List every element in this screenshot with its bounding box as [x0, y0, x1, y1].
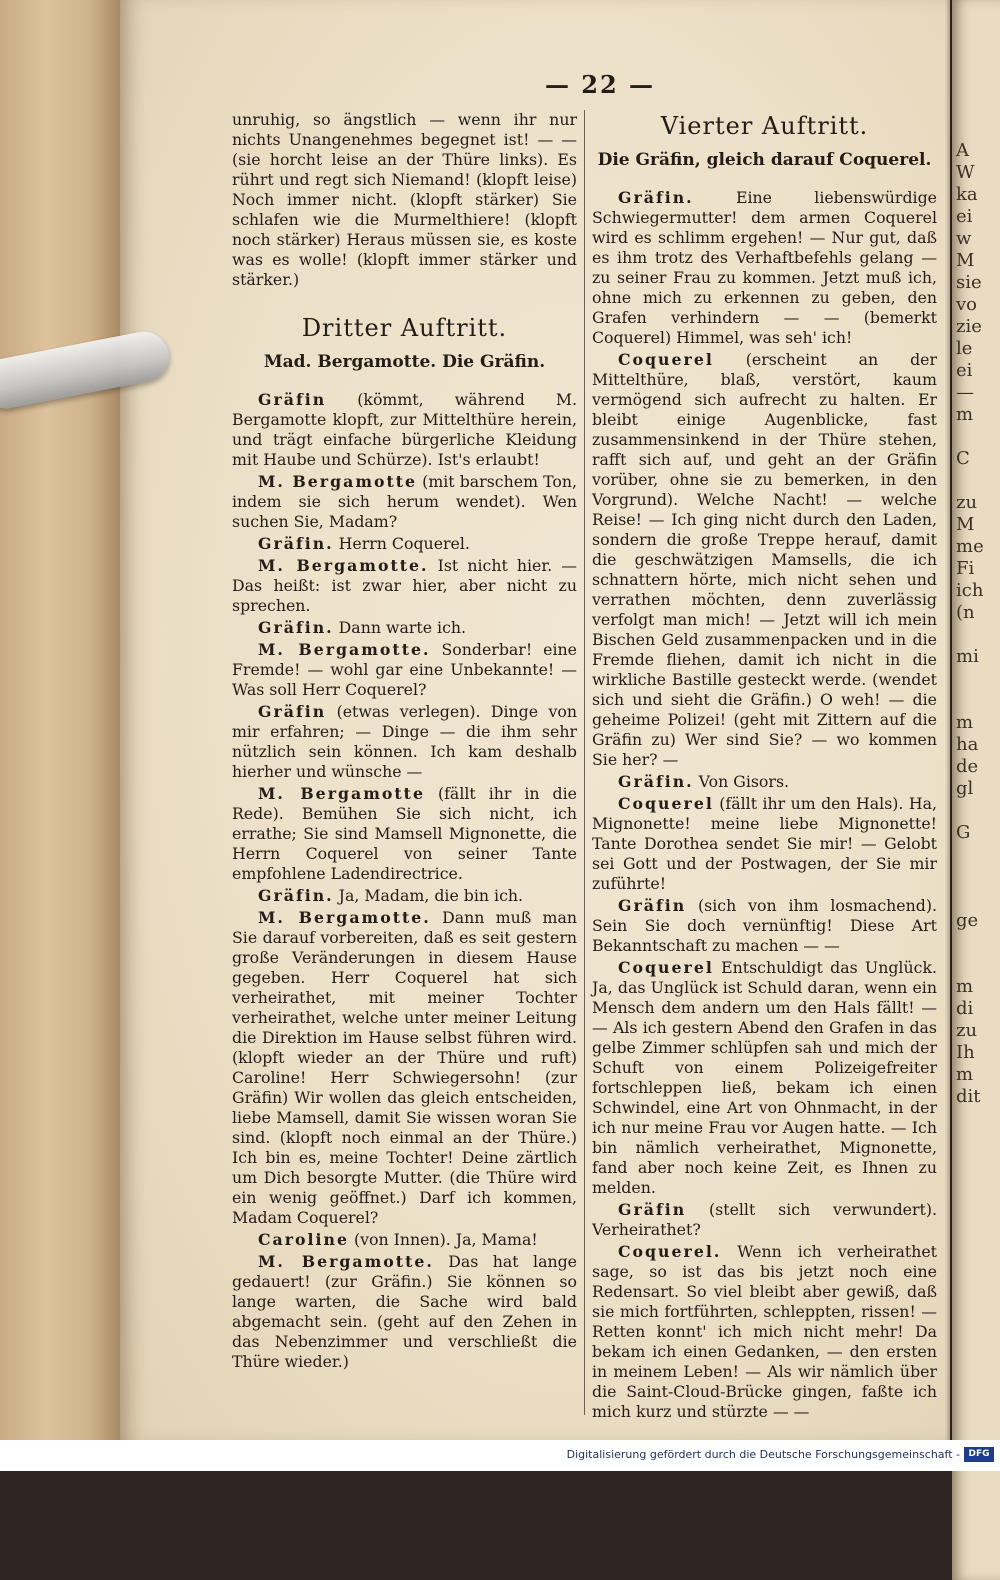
dialogue-line [232, 640, 577, 700]
dialogue-line [592, 1242, 937, 1422]
next-page-fragment: (n [956, 602, 975, 623]
dialogue-line [232, 556, 577, 616]
dialogue-line [232, 702, 577, 782]
next-page-fragment: W [956, 162, 975, 183]
dialogue-text: Ist nicht hier. — Das heißt: ist zwar hier, aber nicht zu sprechen. [232, 556, 577, 615]
next-page-fragment: m [956, 712, 974, 733]
next-page-fragment: C [956, 448, 970, 469]
dialogue-text: Von Gisors. [698, 772, 790, 791]
dfg-logo-icon: DFG [964, 1447, 994, 1462]
speaker-name: Caroline [258, 1230, 349, 1249]
dialogue-text: Ja, Madam, die bin ich. [338, 886, 524, 905]
next-page-fragment: me [956, 536, 984, 557]
next-page-fragment: ha [956, 734, 979, 755]
speaker-name: Gräfin [258, 702, 327, 721]
next-page-fragment: w [956, 228, 972, 249]
next-page-fragment: A [956, 140, 969, 161]
next-page-fragment: m [956, 976, 974, 997]
next-page-fragment [952, 800, 1000, 822]
next-page-fragment: sie [956, 272, 982, 293]
next-page-fragment [952, 624, 1000, 646]
speaker-name: Coquerel. [618, 1242, 722, 1261]
next-page-fragment [952, 954, 1000, 976]
dialogue-text: (etwas verlegen). Dinge von mir erfahren; — Dinge — die ihm sehr nützlich sein können. Ich kam deshalb hierher und wünsche — [232, 702, 577, 781]
footer-credit: Digitalisierung gefördert durch die Deutsche Forschungsgemeinschaft - [566, 1448, 960, 1461]
speaker-name: Gräfin. [258, 886, 334, 905]
speaker-name: M. Bergamotte. [258, 556, 429, 575]
next-page-fragment [952, 888, 1000, 910]
next-page-fragment: m [956, 1064, 974, 1085]
speaker-name: Gräfin. [258, 534, 334, 553]
next-page-fragment: Fi [956, 558, 975, 579]
next-page-fragment [952, 426, 1000, 448]
next-page-edge [952, 0, 1000, 1580]
dialogue-line [592, 794, 937, 894]
speaker-name: M. Bergamotte. [258, 1252, 434, 1271]
speaker-name: M. Bergamotte [258, 472, 418, 491]
next-page-fragment: Ih [956, 1042, 975, 1063]
cast-list: Mad. Bergamotte. Die Gräfin. [263, 352, 546, 372]
dialogue-line [592, 896, 937, 956]
dialogue-text: Das hat lange gedauert! (zur Gräfin.) Sie können so lange warten, die Sache wird bald abgemacht sein. (geht auf den Zehen in das Nebenzimmer und verschließt die Thüre wieder.) [232, 1252, 578, 1371]
dialogue-text: (sich von ihm losmachend). Sein Sie doch vernünftig! Diese Art Bekanntschaft zu machen — — [592, 896, 937, 955]
next-page-fragment [952, 668, 1000, 690]
dialogue-line [232, 618, 577, 638]
next-page-fragment: ei [956, 360, 973, 381]
speaker-name: M. Bergamotte. [258, 640, 431, 659]
dialogue-text: (mit barschem Ton, indem sie sich herum wendet). Wen suchen Sie, Madam? [232, 472, 577, 531]
dialogue-text: Entschuldigt das Unglück. Ja, das Unglück ist Schuld daran, wenn ein Mensch dem andern um den Hals fällt! — — Als ich gestern Abend den Grafen in das gelbe Zimmer schlüpfen sah und mich der Schuft von einem Polizeigefreiter fortschleppen ließ, bekam ich einen Schwindel, eine Art von Ohnmacht, in der ich nur meine Frau vor Augen hatte. — Ich bin nämlich verheirathet, Mignonette, fand aber noch keine Zeit, es Ihnen zu melden. [592, 958, 937, 1197]
next-page-fragment [952, 844, 1000, 866]
dialogue-line [232, 908, 577, 1228]
next-page-fragment: vo [956, 294, 978, 315]
dialogue-text: (fällt ihr um den Hals). Ha, Mignonette! meine liebe Mignonette! Tante Dorothea sendet Sie mir! — Gelobt sei Gott und der Postwagen, der Sie mir zuführte! [592, 794, 937, 893]
dialogue-line [232, 1230, 577, 1250]
speaker-name: Gräfin [618, 1200, 687, 1219]
speaker-name: M. Bergamotte [258, 784, 425, 803]
next-page-fragment: ka [956, 184, 978, 205]
footer-bar [0, 1440, 1000, 1471]
next-page-fragment: mi [956, 646, 979, 667]
speaker-name: Gräfin [618, 896, 687, 915]
dialogue-line [232, 886, 577, 906]
next-page-fragment: de [956, 756, 979, 777]
dialogue-text: (fällt ihr in die Rede). Bemühen Sie sich nicht, ich errathe; Sie sind Mamsell Mignonette, die Herrn Coquerel von seiner Tante empfohlene Ladendirectrice. [232, 784, 577, 883]
right-text-column [592, 110, 937, 1424]
speaker-name: Gräfin [258, 390, 327, 409]
dialogue-text: Sonderbar! eine Fremde! — wohl gar eine Unbekannte! — Was soll Herr Coquerel? [232, 640, 577, 699]
speaker-name: Gräfin. [258, 618, 334, 637]
next-page-fragment: M [956, 250, 975, 271]
next-page-fragment: zu [956, 492, 978, 513]
dialogue-line [592, 772, 937, 792]
scene-heading: Dritter Auftritt. [301, 314, 508, 342]
dialogue-text: Dann warte ich. [338, 618, 467, 637]
dialogue-line [592, 958, 937, 1198]
next-page-fragment: zu [956, 1020, 978, 1041]
speaker-name: Coquerel [618, 958, 714, 977]
dialogue-line [232, 472, 577, 532]
next-page-fragment: — [956, 382, 974, 403]
next-page-fragment: G [956, 822, 971, 843]
dialogue-text: Herrn Coquerel. [338, 534, 470, 553]
next-page-fragment [952, 690, 1000, 712]
dialogue-text: (von Innen). Ja, Mama! [354, 1230, 538, 1249]
continued-paragraph: unruhig, so ängstlich — wenn ihr nur nichts Unangenehmes begegnet ist! — — (sie horcht leise an der Thüre links). Es rührt und regt sich Niemand! (klopft leise) Noch immer nicht. (klopft stärker) Sie schlafen wie die Murmelthiere! (klopft noch stärker) Heraus müssen sie, es koste was es wolle! (klopft immer stärker und stärker.) [232, 110, 577, 289]
cast-list: Die Gräfin, gleich darauf Coquerel. [597, 150, 932, 170]
dialogue-line [232, 390, 577, 470]
next-page-fragment: le [956, 338, 973, 359]
book-binding-edge [0, 0, 120, 1440]
dialogue-text: Dann muß man Sie darauf vorbereiten, daß es seit gestern große Veränderungen in diesem Hause gegeben. Herr Coquerel hat sich verheirathet, mit meiner Tochter verheirathet, welche unter meiner Leitung die Direktion im Hause selbst führen wird. (klopft wieder an der Thüre und ruft) Caroline! Herr Schwiegersohn! (zur Gräfin) Wir wollen das gleich entscheiden, liebe Mamsell, damit Sie wissen woran Sie sind. (klopft noch einmal an der Thüre.) Ich bin es, meine Tochter! Deine zärtlich um Dich besorgte Mutter. (die Thüre wird ein wenig geöffnet.) Darf ich kommen, Madam Coquerel? [232, 908, 578, 1227]
next-page-fragment: gl [956, 778, 974, 799]
next-page-fragment [952, 470, 1000, 492]
speaker-name: M. Bergamotte. [258, 908, 431, 927]
dialogue-line [232, 1252, 577, 1372]
dialogue-text: (stellt sich verwundert). Verheirathet? [592, 1200, 937, 1239]
speaker-name: Coquerel [618, 350, 714, 369]
page-number: — 22 — [544, 70, 656, 99]
dialogue-line [592, 188, 937, 348]
next-page-fragment: ich [956, 580, 984, 601]
dialogue-line [232, 784, 577, 884]
dialogue-line [232, 534, 577, 554]
next-page-fragment [952, 932, 1000, 954]
next-page-fragment: di [956, 998, 974, 1019]
dialogue-text: (erscheint an der Mittelthüre, blaß, verstört, kaum vermögend sich aufrecht zu halten. Er bleibt einige Augenblicke, fast zusammensinkend in der Thüre stehen, rafft sich auf, und geht an der Gräfin vorüber, ohne sie zu bemerken, in den Vorgrund). Welche Nacht! — welche Reise! — Ich ging nicht durch den Laden, sondern die große Treppe herauf, damit die geschwätzigen Mamsells, die ich schnattern hörte, mich nicht sehen und verrathen möchten, denn zuverlässig verfolgt man mich! — Jetzt will ich mein Bischen Geld zusammenpacken und in die Fremde fliehen, damit ich nicht in die wirkliche Bastille gesteckt werde. (wendet sich und sieht die Gräfin.) O weh! — die geheime Polizei! (geht mit Zittern auf die Gräfin zu) Wer sind Sie? — wo kommen Sie her? — [592, 350, 937, 769]
next-page-fragment: M [956, 514, 975, 535]
column-divider [584, 110, 585, 1415]
next-page-fragment [952, 866, 1000, 888]
speaker-name: Gräfin. [618, 772, 694, 791]
dialogue-text: Eine liebenswürdige Schwiegermutter! dem armen Coquerel wird es schlimm ergehen! — Nur gut, daß es ihm trotz des Verhaftbefehls gelang — zu seiner Frau zu kommen. Jetzt muß ich, ohne mich zu erkennen zu geben, den Grafen verhindern — — (bemerkt Coquerel) Himmel, was seh' ich! [592, 188, 937, 347]
next-page-fragment: dit [956, 1086, 981, 1107]
next-page-fragment: zie [956, 316, 982, 337]
scene-heading: Vierter Auftritt. [660, 112, 869, 140]
next-page-fragment: ge [956, 910, 979, 931]
dialogue-line [592, 350, 937, 770]
next-page-fragment: m [956, 404, 974, 425]
left-text-column [232, 110, 577, 1374]
speaker-name: Coquerel [618, 794, 714, 813]
speaker-name: Gräfin. [618, 188, 694, 207]
dialogue-line [592, 1200, 937, 1240]
dialogue-text: Wenn ich verheirathet sage, so ist das bis jetzt noch eine Redensart. So viel bleibt aber gewiß, daß sie mich fortführten, schleppten, rissen! — Retten konnt' ich mich nicht mehr! Da bekam ich einen Gedanken, — den ersten in meinem Leben! — Als wir nämlich über die Saint-Cloud-Brücke gingen, faßte ich mich kurz und stürzte — — [592, 1242, 937, 1421]
dialogue-text: (kömmt, während M. Bergamotte klopft, zur Mittelthüre herein, und trägt einfache bürgerliche Kleidung mit Haube und Schürze). Ist's erlaubt! [232, 390, 577, 469]
next-page-fragment: ei [956, 206, 973, 227]
